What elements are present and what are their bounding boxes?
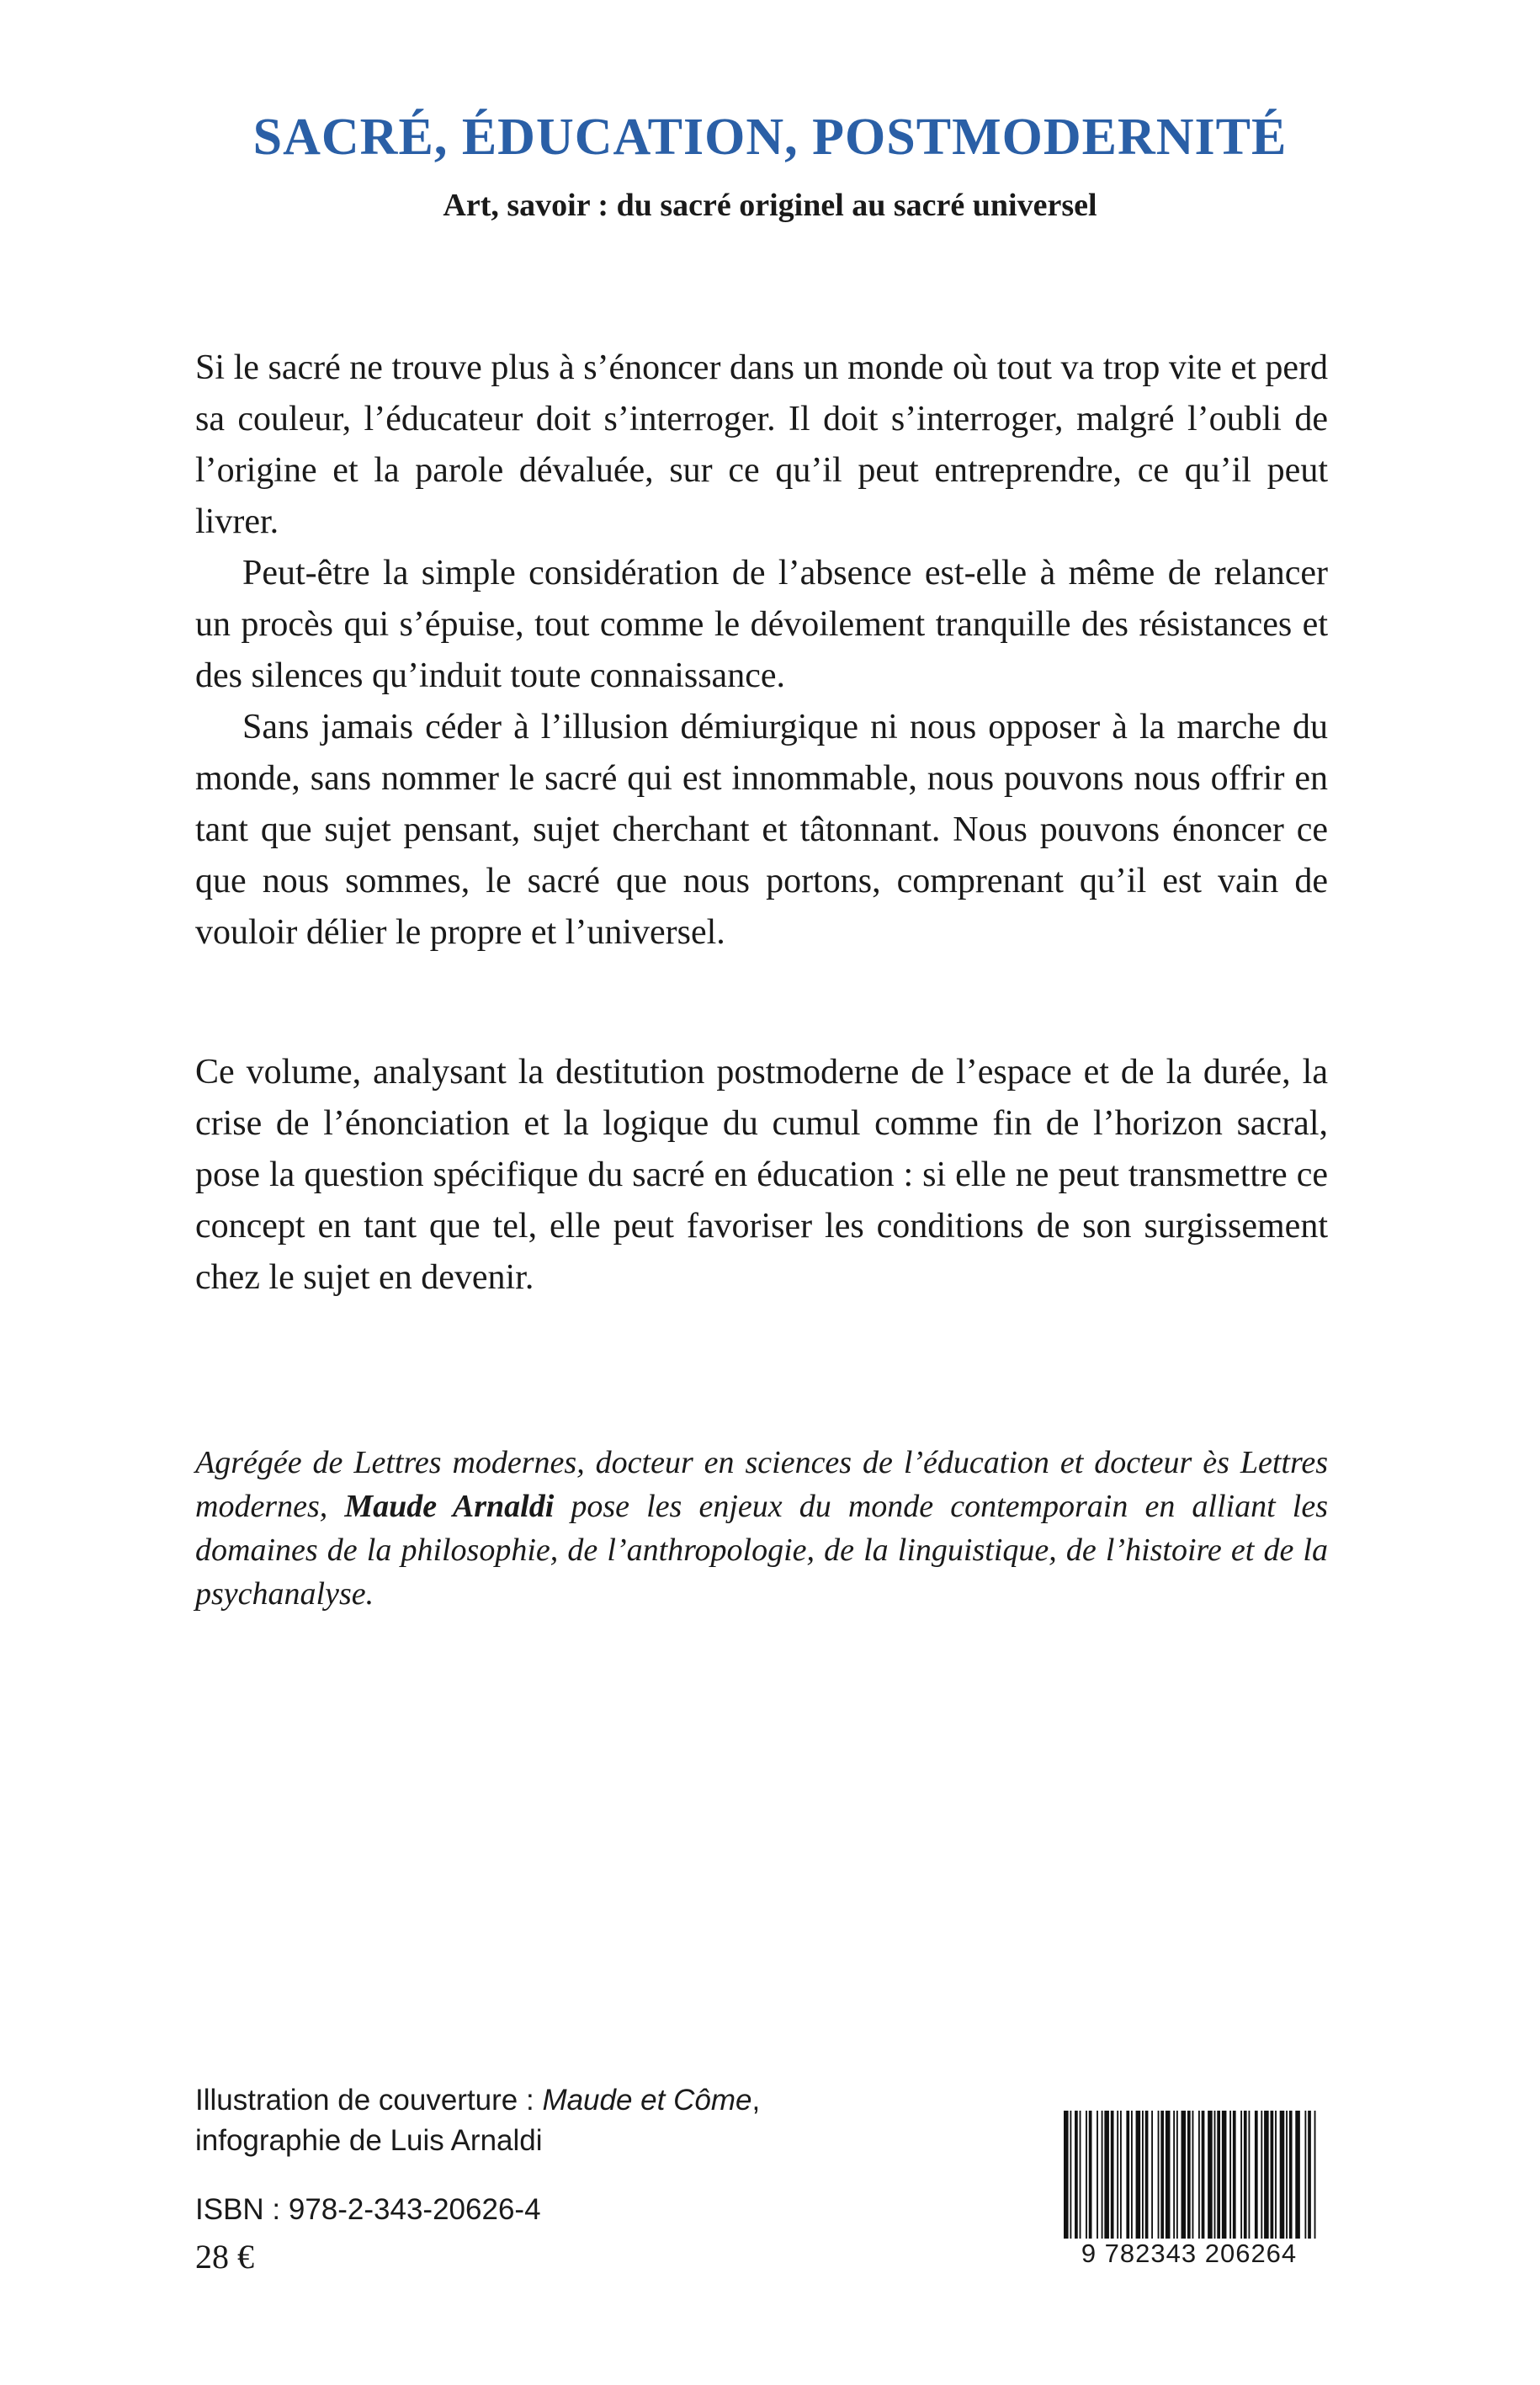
barcode-bar <box>1217 2111 1220 2245</box>
book-subtitle: Art, savoir : du sacré originel au sacré universel <box>443 188 1097 223</box>
barcode-bar <box>1233 2111 1236 2245</box>
credit-line-2: infographie de Luis Arnaldi <box>195 2124 543 2157</box>
barcode-bar <box>1104 2111 1109 2245</box>
barcode-bar <box>1131 2111 1133 2245</box>
barcode-bar <box>1080 2111 1081 2245</box>
barcode-bar <box>1202 2111 1205 2245</box>
barcode-bar <box>1255 2111 1258 2245</box>
body-paragraph-2: Peut-être la simple considération de l’absence est-elle à même de relancer un procès qui s’épuise, tout comme le dévoilement tranquille des résistances et des silences qu’induit toute connaissance. <box>195 554 1328 695</box>
barcode-bar <box>1166 2111 1171 2245</box>
barcode-bar <box>1182 2111 1187 2245</box>
barcode-bar <box>1198 2111 1200 2245</box>
barcode-bar <box>1136 2111 1141 2245</box>
barcode-bar <box>1160 2111 1164 2245</box>
barcode-digits: 9 782343 206264 <box>1059 2239 1320 2269</box>
barcode-bar <box>1314 2111 1316 2245</box>
barcode-bar <box>1176 2111 1178 2245</box>
barcode-bar <box>1208 2111 1213 2245</box>
body-paragraph-3: Sans jamais céder à l’illusion démiurgique ni nous opposer à la marche du monde, sans nommer le sacré qui est innommable, nous pouvons nous offrir en tant que sujet pensant, sujet cherchant et tâtonnant. Nous pouvons énoncer ce que nous sommes, le sacré que nous portons, comprenant qu’il est vain de vouloir délier le propre et l’universel. <box>195 708 1328 952</box>
barcode-bar <box>1126 2111 1129 2245</box>
barcode-bar <box>1102 2111 1103 2245</box>
barcode-bar <box>1240 2111 1242 2245</box>
barcode <box>1059 2111 1320 2283</box>
credit-line-1 <box>195 2080 760 2121</box>
barcode-bar <box>1222 2111 1227 2245</box>
barcode-bar <box>1173 2111 1175 2245</box>
body-paragraph-4: Ce volume, analysant la destitution postmoderne de l’espace et de la durée, la crise de l’énonciation et la logique du cumul comme fin de l’horizon sacral, pose la question spécifique du sacré en éducation : si elle ne peut transmettre ce concept en tant que tel, elle peut favoriser les conditions de son surgissement chez le sujet en devenir. <box>195 1053 1328 1297</box>
barcode-bar <box>1308 2111 1311 2245</box>
barcode-bar <box>1089 2111 1092 2245</box>
body-paragraph-1: Si le sacré ne trouve plus à s’énoncer dans un monde où tout va trop vite et perd sa couleur, l’éducateur doit s’interroger. Il doit s’interroger, malgré l’oubli de l’origine et la parole dévaluée, sur ce qu’il peut entreprendre, ce qu’il peut livrer. <box>195 348 1328 541</box>
barcode-bar <box>1286 2111 1288 2245</box>
barcode-bar <box>1261 2111 1262 2245</box>
barcode-bar <box>1289 2111 1293 2245</box>
barcode-bar <box>1075 2111 1078 2245</box>
credit-suffix: , <box>751 2084 761 2117</box>
barcode-bar <box>1275 2111 1277 2245</box>
barcode-bar <box>1158 2111 1160 2245</box>
barcode-bar <box>1120 2111 1122 2245</box>
barcode-bar <box>1244 2111 1247 2245</box>
barcode-bar <box>1142 2111 1144 2245</box>
book-title: SACRÉ, ÉDUCATION, POSTMODERNITÉ <box>252 109 1288 166</box>
barcode-bar <box>1187 2111 1191 2245</box>
price: 28 € <box>195 2238 254 2276</box>
barcode-bar <box>1192 2111 1194 2245</box>
cover-credit <box>195 2080 760 2161</box>
author-name: Maude Arnaldi <box>344 1489 555 1524</box>
barcode-bar <box>1070 2111 1071 2245</box>
barcode-bar <box>1151 2111 1153 2245</box>
barcode-bar <box>1295 2111 1300 2245</box>
author-bio <box>195 1441 1328 1616</box>
bio-text-before: Agrégée de Lettres modernes, docteur en sciences de l’éducation et docteur ès Lettres modernes, <box>195 1445 1328 1524</box>
barcode-bar <box>1264 2111 1269 2245</box>
barcode-bar <box>1097 2111 1098 2245</box>
barcode-bars <box>1059 2111 1320 2245</box>
barcode-bar <box>1111 2111 1114 2245</box>
isbn: ISBN : 978-2-343-20626-4 <box>195 2193 541 2226</box>
barcode-bar <box>1280 2111 1285 2245</box>
barcode-bar <box>1304 2111 1306 2245</box>
barcode-bar <box>1145 2111 1149 2245</box>
barcode-bar <box>1117 2111 1118 2245</box>
barcode-bar <box>1214 2111 1216 2245</box>
barcode-bar <box>1248 2111 1250 2245</box>
bio-text-after: pose les enjeux du monde contemporain en alliant les domaines de la philosophie, de l’anthropologie, de la linguistique, de l’histoire et de la psychanalyse. <box>195 1489 1328 1612</box>
barcode-bar <box>1086 2111 1087 2245</box>
barcode-bar <box>1064 2111 1069 2245</box>
barcode-bar <box>1271 2111 1274 2245</box>
credit-work: Maude et Côme <box>542 2084 752 2117</box>
credit-prefix: Illustration de couverture : <box>195 2084 543 2117</box>
barcode-bar <box>1229 2111 1231 2245</box>
